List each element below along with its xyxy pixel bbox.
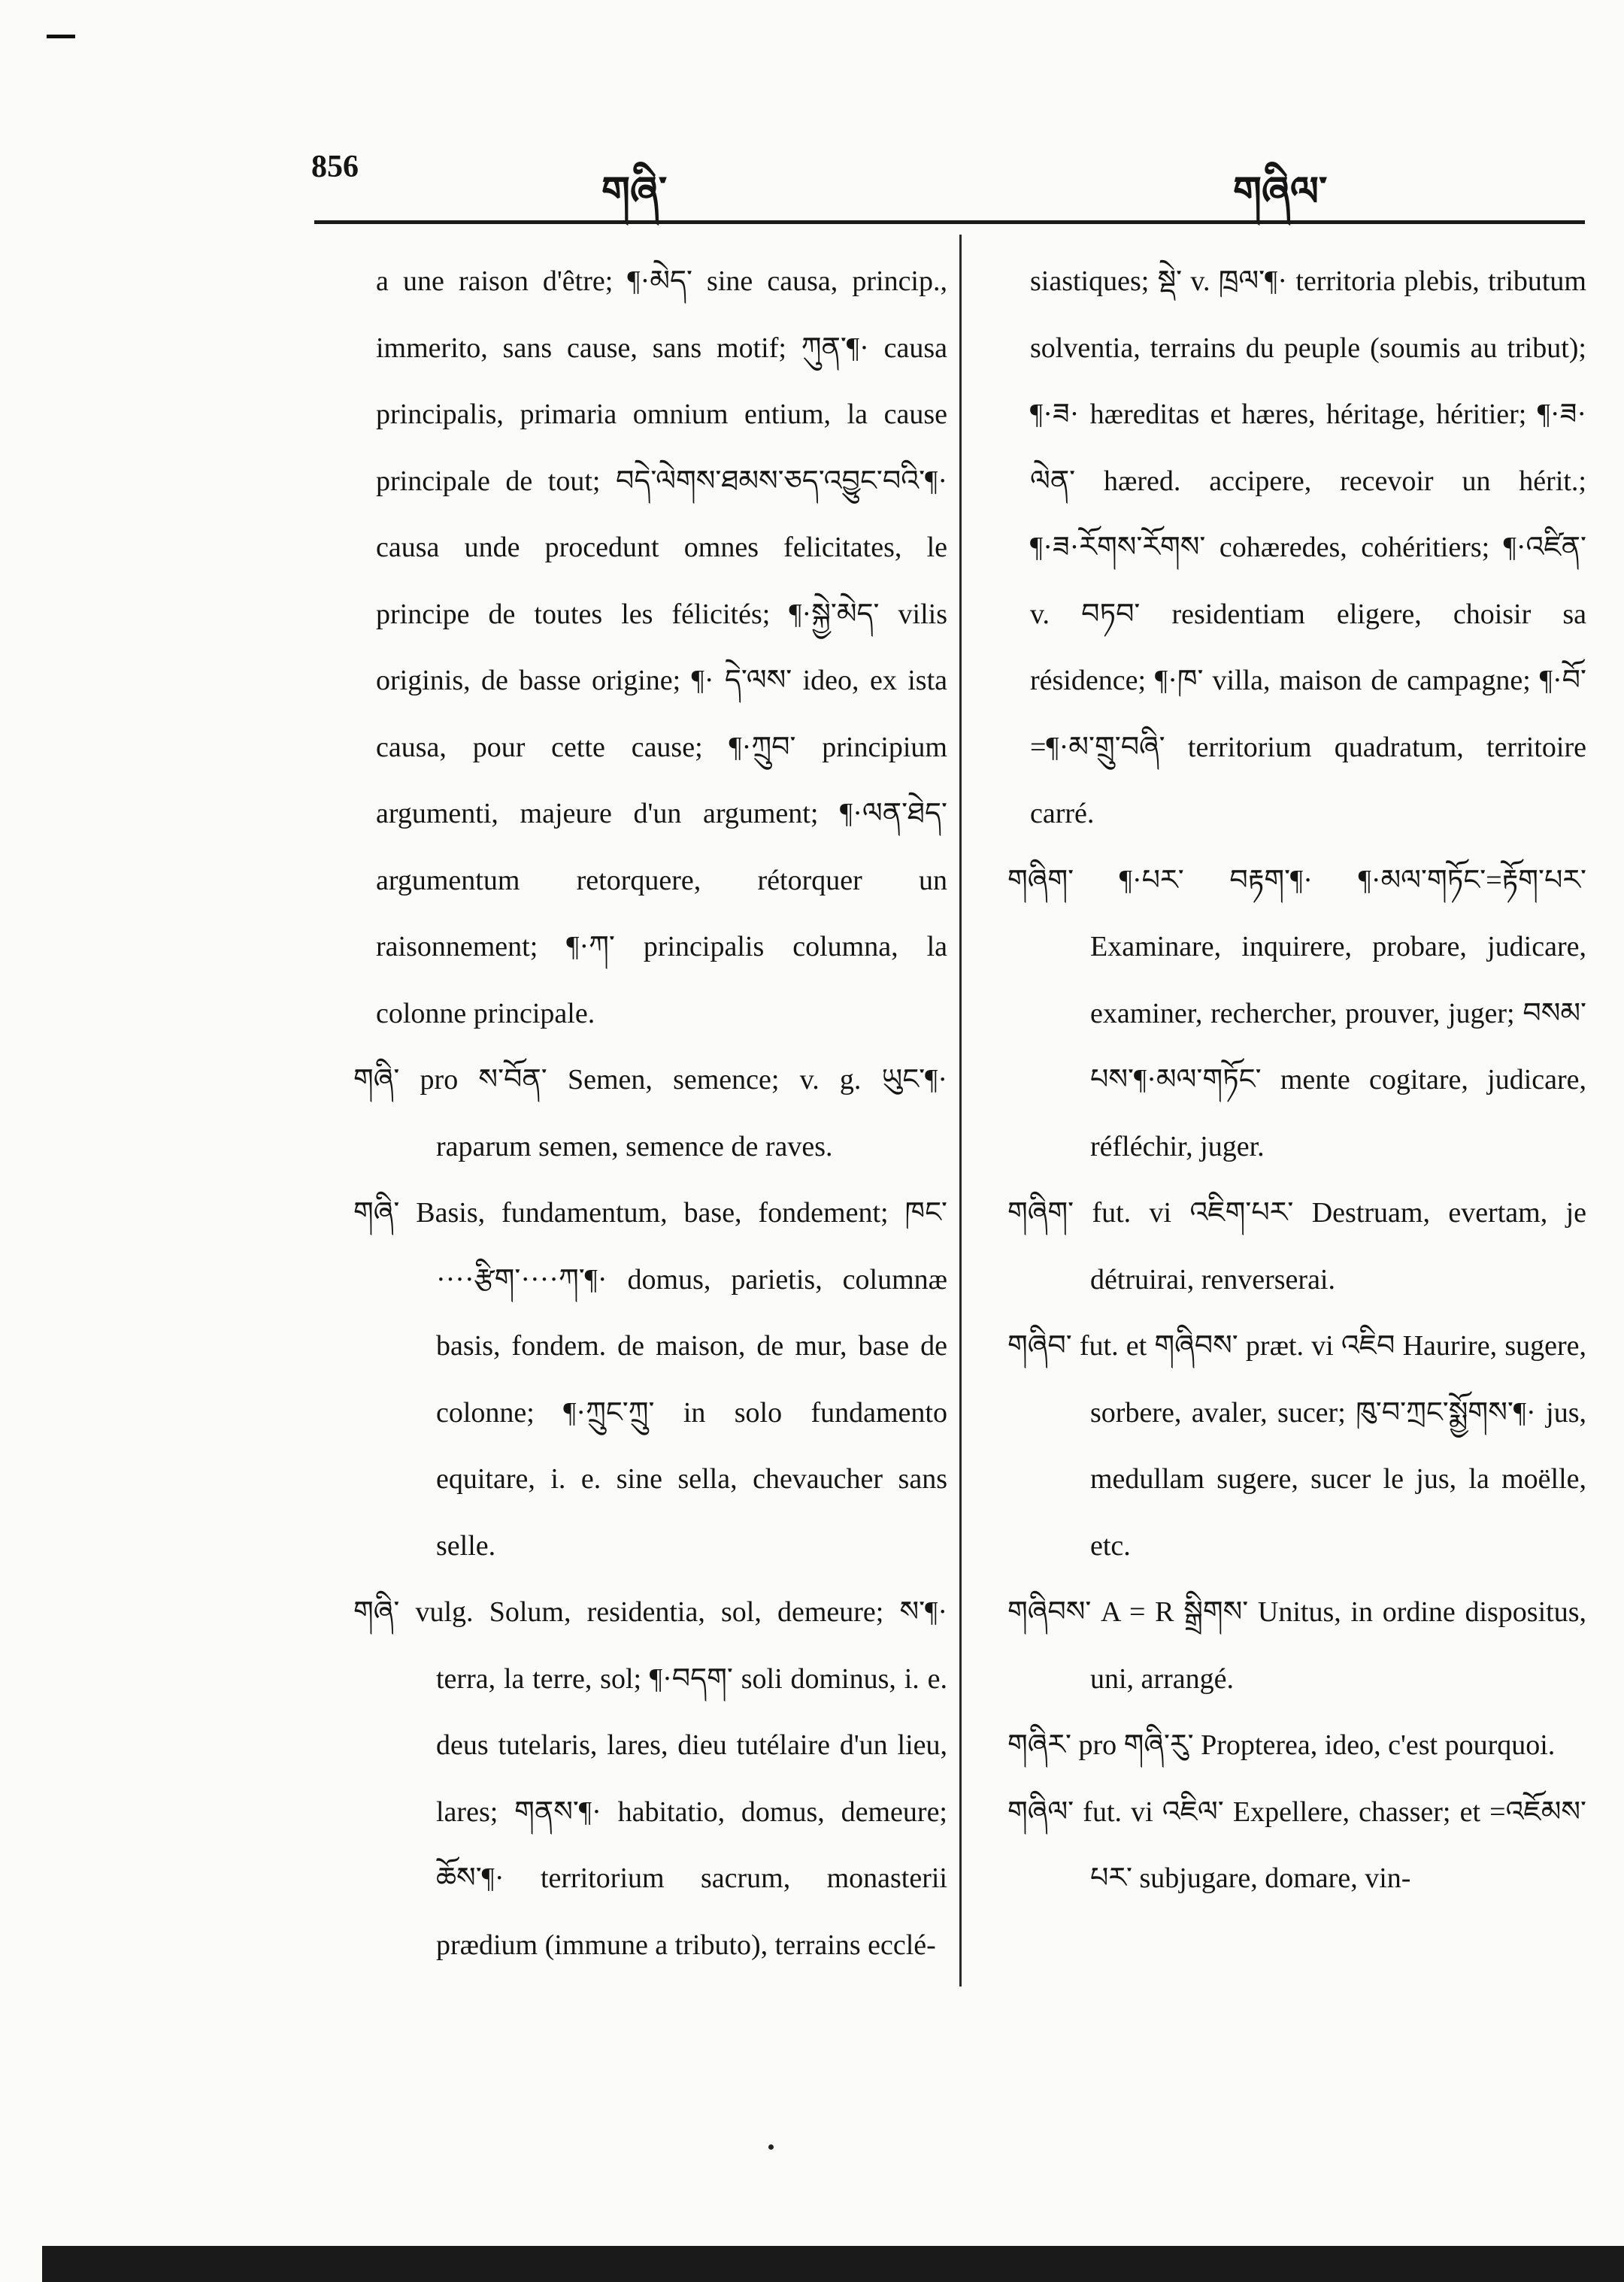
dictionary-entry: གཞིག་ fut. vi འཇིག་པར་ Destruam, evertam, je détruirai, renverserai. [1007, 1197, 1586, 1296]
page-header [0, 149, 1624, 215]
dictionary-entry: གཞིར་ pro གཞི་རུ་ Propterea, ideo, c'est pourquoi. [1007, 1729, 1556, 1761]
dictionary-entry: གཞིག་ ¶·པར་ བརྟག་¶· ¶·མལ་གཏོང་=རྟོག་པར་ Examinare, inquirere, probare, judicare, examiner, rechercher, prouver, juger; བསམ་པས་¶·མལ་གཏོང་ mente cogitare, judicare, réfléchir, juger. [1007, 864, 1586, 1162]
dictionary-entry: གཞི་ vulg. Solum, residentia, sol, demeure; ས་¶· terra, la terre, sol; ¶·བདག་ soli dominus, i. e. deus tutelaris, lares, dieu tutélaire d'un lieu, lares; གནས་¶· habitatio, domus, demeure; ཆོས་¶· territorium sacrum, monasterii prædium (immune a tributo), terrains ecclé- [353, 1596, 947, 1961]
running-head-left: གཞི་ [601, 168, 668, 215]
header-rule [314, 220, 1585, 224]
page-number: 856 [311, 150, 359, 184]
dictionary-entry-continuation: a une raison d'être; ¶·མེད་ sine causa, princip., immerito, sans cause, sans motif; ཀུན་¶· causa principalis, primaria omnium entium, la cause principale de tout; བདེ་ལེགས་ཐམས་ཅད་འབྱུང་བའི་¶· causa unde procedunt omnes felicitates, le principe de toutes les félicités; ¶·སྐྱེ་མེད་ vilis originis, de basse origine; ¶· དེ་ལས་ ideo, ex ista causa, pour cette cause; ¶·ཀྲུབ་ principium argumenti, majeure d'un argument; ¶·ལན་ཐེད་ argumentum retorquere, rétorquer un raisonnement; ¶·ཀ་ principalis columna, la colonne principale. [376, 265, 947, 1029]
dictionary-entry: གཞི་ pro ས་བོན་ Semen, semence; v. g. ཡུང་¶· raparum semen, semence de raves. [353, 1064, 947, 1162]
dictionary-entry-continuation: siastiques; སྡེ་ v. ཁྲལ་¶· territoria plebis, tributum solventia, terrains du peuple (soumis au tribut); ¶·ཟ· hæreditas et hæres, héritage, héritier; ¶·ཟ· ལེན་ hæred. accipere, recevoir un hérit.; ¶·ཟ·རོགས་རོགས་ cohæredes, cohéritiers; ¶·འཛིན་ v. བཏབ་ residentiam eligere, choisir sa résidence; ¶·ཁ་ villa, maison de campagne; ¶·བོ་=¶·མ་གྲུ་བཞི་ territorium quadratum, territoire carré. [1030, 265, 1586, 829]
left-column [353, 248, 947, 1978]
right-column [1007, 248, 1586, 1912]
dictionary-entry: གཞིབས་ A = R སྒྲིགས་ Unitus, in ordine dispositus, uni, arrangé. [1007, 1596, 1586, 1695]
running-head-right: གཞིལ་ [1233, 168, 1328, 215]
scan-bottom-edge [42, 2246, 1624, 2282]
scan-speck [47, 35, 75, 38]
dictionary-entry: གཞིལ་ fut. vi འཇིལ་ Expellere, chasser; et =འཇོམས་པར་ subjugare, domare, vin- [1007, 1796, 1586, 1894]
scan-dot [768, 2144, 774, 2150]
column-divider [959, 235, 962, 1987]
dictionary-entry: གཞིབ་ fut. et གཞིབས་ præt. vi འཇིབ Haurire, sugere, sorbere, avaler, sucer; ཁུ་བ་ཀྲང་སྨྱོགས་¶· jus, medullam sugere, sucer le jus, la moëlle, etc. [1007, 1330, 1586, 1562]
dictionary-entry: གཞི་ Basis, fundamentum, base, fondement; ཁང་····རྩིག་····ཀ་¶· domus, parietis, columnæ basis, fondem. de maison, de mur, base de colonne; ¶·ཀྲུང་ཀྲུ་ in solo fundamento equitare, i. e. sine sella, chevaucher sans selle. [353, 1197, 947, 1562]
